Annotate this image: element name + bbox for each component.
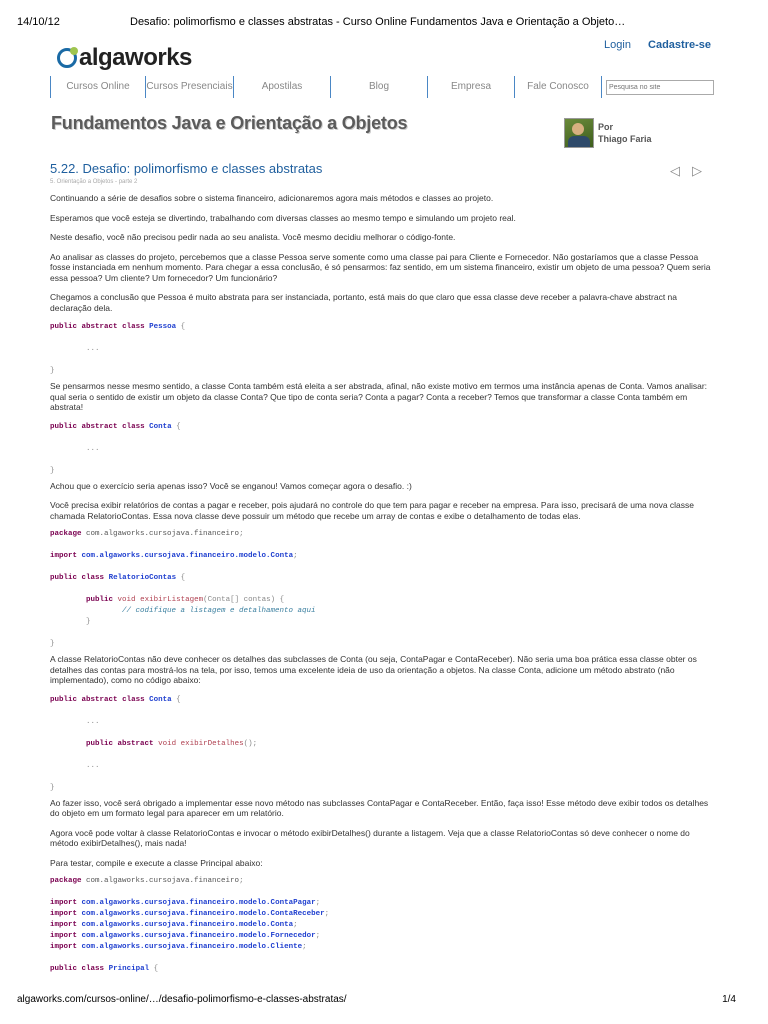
nav-item-cursos-presenciais[interactable]: Cursos Presenciais xyxy=(145,76,233,98)
lesson-content xyxy=(50,193,718,975)
nav-item-blog[interactable]: Blog xyxy=(330,76,427,98)
paragraph: Neste desafio, você não precisou pedir nada ao seu analista. Você mesmo decidiu melhorar o código-fonte. xyxy=(50,232,456,242)
author-prefix: Por xyxy=(598,122,614,132)
logo-text: algaworks xyxy=(79,44,192,71)
code-block-pessoa: public abstract class Pessoa { ... } xyxy=(50,323,186,375)
author-box xyxy=(564,118,652,148)
search-input[interactable] xyxy=(606,80,714,95)
code-block-relatorio: package com.algaworks.cursojava.financeiro; import com.algaworks.cursojava.financeiro.modelo.Conta; public class RelatorioContas { public void exibirListagem(Conta[] contas) { // codifique a listagem e detalhamento aqui } } xyxy=(50,530,316,648)
paragraph: Ao fazer isso, você será obrigado a implementar esse novo método nas subclasses ContaPagar e ContaReceber. Então, faça isso! Esse método deve exibir todos os detalhes do objeto em um formato legal para aparecer em um relatório. xyxy=(50,797,709,818)
algaworks-logo[interactable] xyxy=(57,44,192,72)
nav-search xyxy=(601,76,714,98)
paragraph: A classe RelatorioContas não deve conhecer os detalhes das subclasses de Conta (ou seja, ContaPagar e ContaReceber). Não seria uma boa prática essa classe obter os detalhes das contas para mostrá-los na tela, por isso, temos uma excelente ideia de uso da orientação a objetos. Na classe Conta, adicione um método abstrato (não implementado), como no código abaixo: xyxy=(50,654,697,685)
nav-item-fale-conosco[interactable]: Fale Conosco xyxy=(514,76,601,98)
print-page-title: Desafio: polimorfismo e classes abstratas - Curso Online Fundamentos Java e Orientação a Objeto… xyxy=(130,16,626,28)
code-block-conta-abstract-method: public abstract class Conta { ... public abstract void exibirDetalhes(); ... } xyxy=(50,695,258,792)
lesson-title: 5.22. Desafio: polimorfismo e classes abstratas xyxy=(50,161,323,176)
main-nav xyxy=(50,76,712,98)
author-name[interactable]: Thiago Faria xyxy=(598,134,652,144)
logo-icon xyxy=(57,48,77,68)
paragraph: Continuando a série de desafios sobre o sistema financeiro, adicionaremos agora mais métodos e classes ao projeto. xyxy=(50,193,494,203)
nav-item-apostilas[interactable]: Apostilas xyxy=(233,76,330,98)
code-block-principal: package com.algaworks.cursojava.financeiro; import com.algaworks.cursojava.financeiro.modelo.ContaPagar; import com.algaworks.cursojava.financeiro.modelo.ContaReceber; import com.algaworks.cursojava.financeiro.modelo.Conta; import com.algaworks.cursojava.financeiro.modelo.Fornecedor; import com.algaworks.cursojava.financeiro.modelo.Cliente; public class Principal { xyxy=(50,877,330,973)
paragraph: Chegamos a conclusão que Pessoa é muito abstrata para ser instanciada, portanto, está mais do que claro que essa classe deve receber a palavra-chave abstract na declaração dela. xyxy=(50,292,678,313)
code-block-conta: public abstract class Conta { ... } xyxy=(50,422,181,475)
print-page-number: 1/4 xyxy=(722,994,736,1005)
signup-link[interactable]: Cadastre-se xyxy=(648,39,711,51)
print-date: 14/10/12 xyxy=(17,16,60,28)
paragraph: Você precisa exibir relatórios de contas a pagar e receber, pois ajudará no controle do que tem para pagar e receber na empresa. Para isso, precisará de uma nova classe chamada RelatorioContas. Essa nova classe deve possuir um método que recebe um array de contas e exibe o detalhamento de todas elas. xyxy=(50,500,695,521)
paragraph: Achou que o exercício seria apenas isso? Você se enganou! Vamos começar agora o desafio. :) xyxy=(50,480,412,491)
nav-item-cursos-online[interactable]: Cursos Online xyxy=(50,76,145,98)
paragraph: Se pensarmos nesse mesmo sentido, a classe Conta também está eleita a ser abstrada, afinal, não existe motivo em termos uma instância apenas de Conta. Vamos analisar: qual seria o sentido de existir um objeto da classe Conta? Que tipo de conta seria? Conta a pagar? Conta a receber? Temos que transformar a classe Conta também em abstrata! xyxy=(50,381,708,412)
paragraph: Esperamos que você esteja se divertindo, trabalhando com diversas classes ao mesmo tempo e simulando um projeto real. xyxy=(50,212,516,223)
print-url: algaworks.com/cursos-online/…/desafio-polimorfismo-e-classes-abstratas/ xyxy=(17,994,347,1005)
triangle-right-icon[interactable]: ▷ xyxy=(692,163,702,178)
author-avatar xyxy=(564,118,594,148)
lesson-nav xyxy=(664,162,708,180)
login-link[interactable]: Login xyxy=(604,39,631,51)
auth-links xyxy=(590,39,711,51)
paragraph: Agora você pode voltar à classe RelatorioContas e invocar o método exibirDetalhes() durante a listagem. Veja que a classe RelatorioContas só deve conhecer o nome do método exibirDetalhes(), mais nada! xyxy=(50,827,690,848)
course-title: Fundamentos Java e Orientação a Objetos xyxy=(51,113,408,133)
nav-item-empresa[interactable]: Empresa xyxy=(427,76,514,98)
paragraph: Ao analisar as classes do projeto, percebemos que a classe Pessoa serve somente como uma classe pai para Cliente e Fornecedor. Não gostaríamos que a classe Pessoa fosse instanciada em nenhum momento. Para chegar a essa conclusão, é só pensarmos: faz sentido, em um sistema financeiro, existir um objeto de uma pessoa? Quem seria essa pessoa? Um cliente? Um fornecedor? Um funcionário? xyxy=(50,251,711,283)
paragraph: Para testar, compile e execute a classe Principal abaixo: xyxy=(50,857,263,868)
lesson-breadcrumb[interactable]: 5. Orientação a Objetos - parte 2 xyxy=(50,179,138,185)
triangle-left-icon[interactable]: ◁ xyxy=(670,163,680,178)
